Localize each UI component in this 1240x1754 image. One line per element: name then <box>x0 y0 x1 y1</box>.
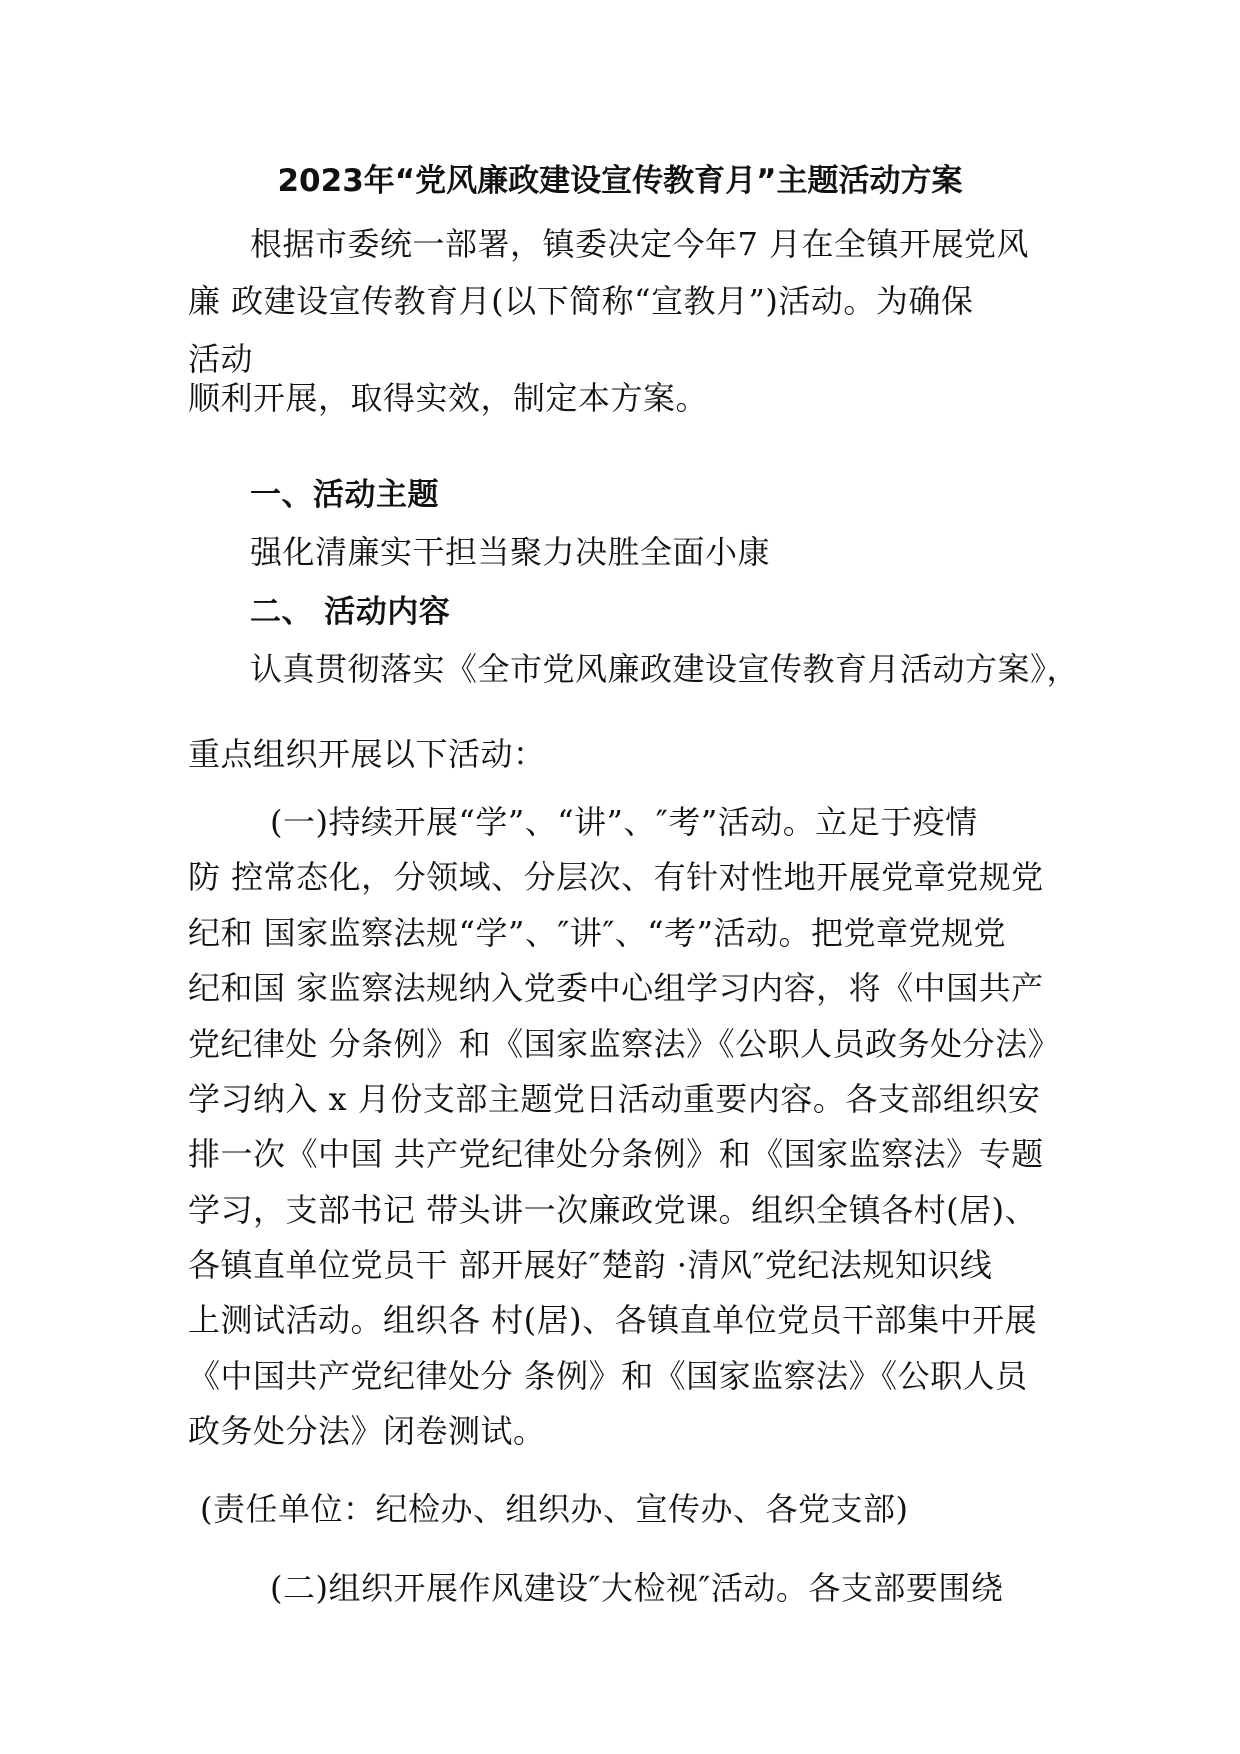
paragraph-line: 活动 <box>188 340 254 378</box>
paragraph-line: 廉 政建设宣传教育月(以下简称“宣教月”)活动。为确保 <box>188 282 974 320</box>
paragraph-line: (一)持续开展“学”、“讲”、″考”活动。立足于疫情 <box>270 803 978 841</box>
paragraph-line: 顺利开展，取得实效，制定本方案。 <box>188 379 709 417</box>
paragraph-line: 重点组织开展以下活动： <box>188 735 546 773</box>
paragraph-line: 纪和国 家监察法规纳入党委中心组学习内容，将《中国共产 <box>188 969 1044 1007</box>
paragraph-line: 排一次《中国 共产党纪律处分条例》和《国家监察法》专题 <box>188 1135 1044 1173</box>
paragraph-line: 防 控常态化，分领域、分层次、有针对性地开展党章党规党 <box>188 858 1044 896</box>
paragraph-line: 认真贯彻落实《全市党风廉政建设宣传教育月活动方案》， <box>250 650 1080 688</box>
paragraph-line: 纪和 国家监察法规“学”、″讲″、“考”活动。把党章党规党 <box>188 914 1007 952</box>
paragraph-line: 根据市委统一部署，镇委决定今年7 月在全镇开展党风 <box>250 225 1030 263</box>
paragraph-line: 学习纳入 x 月份支部主题党日活动重要内容。各支部组织安 <box>188 1080 1041 1118</box>
document-title: 2023年“党风廉政建设宣传教育月”主题活动方案 <box>277 163 963 199</box>
paragraph-line: 上测试活动。组织各 村(居)、各镇直单位党员干部集中开展 <box>188 1301 1038 1339</box>
paragraph-line: 学习，支部书记 带头讲一次廉政党课。组织全镇各村(居)、 <box>188 1191 1038 1229</box>
section-heading-theme: 一、活动主题 <box>250 477 439 513</box>
paragraph-line: 各镇直单位党员干 部开展好″楚韵 ·清风″党纪法规知识线 <box>188 1246 993 1284</box>
responsible-units-note: (责任单位：纪检办、组织办、宣传办、各党支部) <box>200 1490 909 1528</box>
paragraph-line: 强化清廉实干担当聚力决胜全面小康 <box>250 533 771 571</box>
paragraph-line: (二)组织开展作风建设″大检视″活动。各支部要围绕 <box>270 1569 1004 1607</box>
paragraph-line: 党纪律处 分条例》和《国家监察法》《公职人员政务处分法》 <box>188 1025 1061 1063</box>
paragraph-line: 政务处分法》闭卷测试。 <box>188 1412 546 1450</box>
paragraph-line: 《中国共产党纪律处分 条例》和《国家监察法》《公职人员 <box>188 1357 1028 1395</box>
section-heading-content: 二、 活动内容 <box>250 594 451 630</box>
